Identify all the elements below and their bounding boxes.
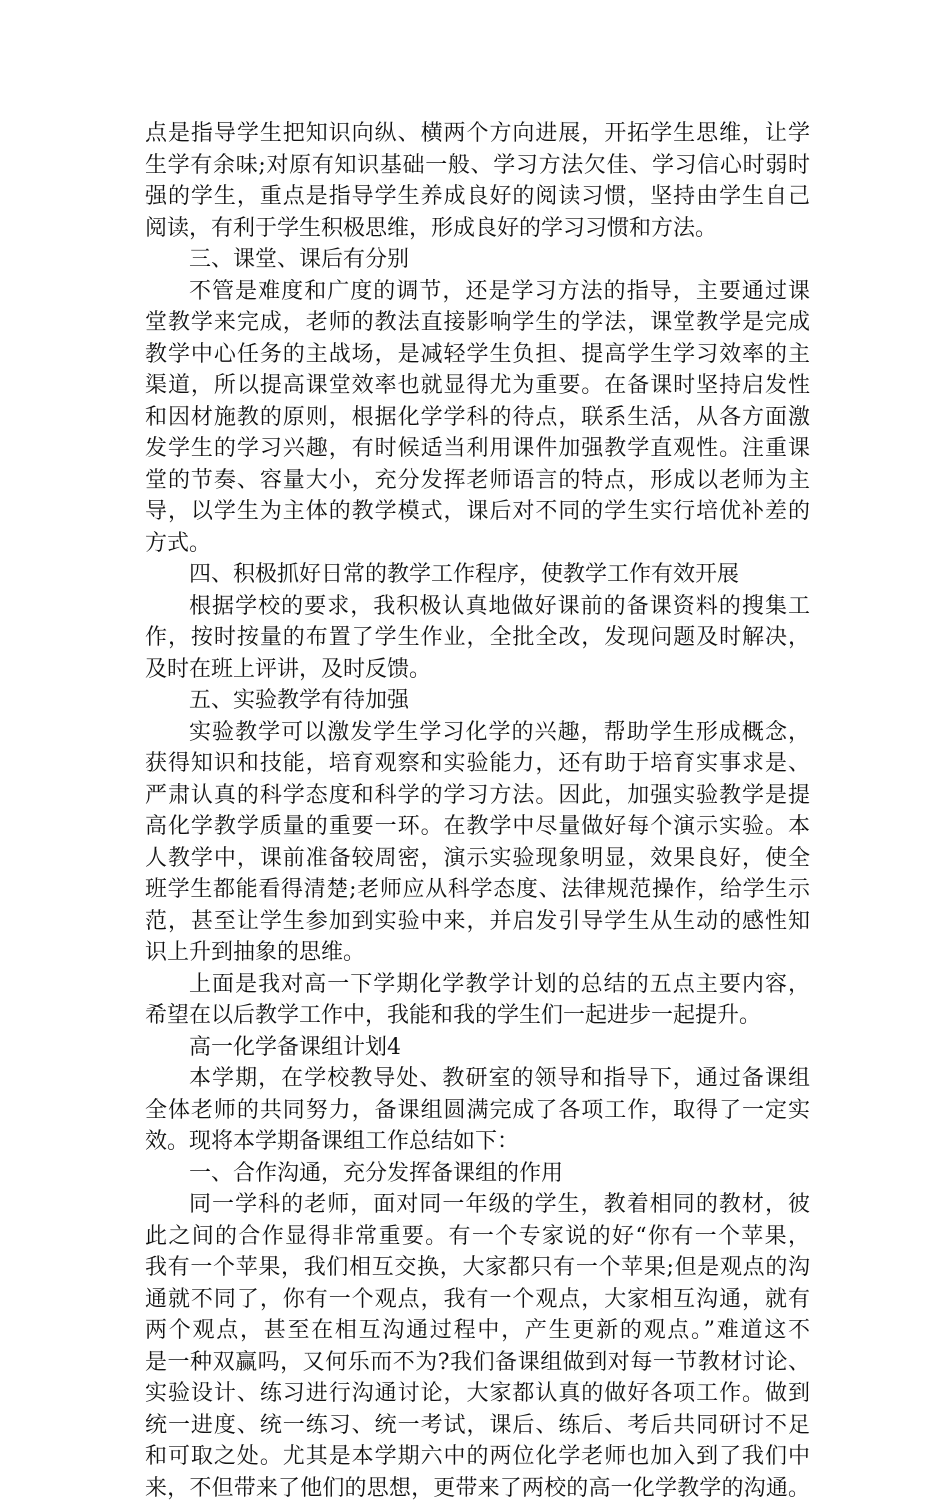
paragraph-line: 实验设计、练习进行沟通讨论，大家都认真的做好各项工作。做到 <box>145 1378 810 1410</box>
paragraph-line: 堂教学来完成，老师的教法直接影响学生的学法，课堂教学是完成 <box>145 307 810 339</box>
paragraph-line: 范，甚至让学生参加到实验中来，并启发引导学生从生动的感性知 <box>145 906 810 938</box>
paragraph-line: 希望在以后教学工作中，我能和我的学生们一起进步一起提升。 <box>145 1000 810 1032</box>
paragraph-line: 不管是难度和广度的调节，还是学习方法的指导，主要通过课 <box>145 276 810 308</box>
paragraph-line: 效。现将本学期备课组工作总结如下： <box>145 1126 810 1158</box>
paragraph-line: 上面是我对高一下学期化学教学计划的总结的五点主要内容， <box>145 969 810 1001</box>
section-heading-line: 四、积极抓好日常的教学工作程序，使教学工作有效开展 <box>145 559 810 591</box>
paragraph-line: 阅读，有利于学生积极思维，形成良好的学习习惯和方法。 <box>145 213 810 245</box>
paragraph-line: 班学生都能看得清楚;老师应从科学态度、法律规范操作，给学生示 <box>145 874 810 906</box>
paragraph-line: 生学有余味;对原有知识基础一般、学习方法欠佳、学习信心时弱时 <box>145 150 810 182</box>
paragraph-line: 来，不但带来了他们的思想，更带来了两校的高一化学教学的沟通。 <box>145 1473 810 1504</box>
paragraph-line: 教学中心任务的主战场，是减轻学生负担、提高学生学习效率的主 <box>145 339 810 371</box>
paragraph-line: 本学期，在学校教导处、教研室的领导和指导下，通过备课组 <box>145 1063 810 1095</box>
paragraph-line: 导，以学生为主体的教学模式，课后对不同的学生实行培优补差的 <box>145 496 810 528</box>
paragraph-line: 发学生的学习兴趣，有时候适当利用课件加强教学直观性。注重课 <box>145 433 810 465</box>
paragraph-line: 堂的节奏、容量大小，充分发挥老师语言的特点，形成以老师为主 <box>145 465 810 497</box>
paragraph-line: 全体老师的共同努力，备课组圆满完成了各项工作，取得了一定实 <box>145 1095 810 1127</box>
paragraph-line: 人教学中，课前准备较周密，演示实验现象明显，效果良好，使全 <box>145 843 810 875</box>
paragraph-line: 高化学教学质量的重要一环。在教学中尽量做好每个演示实验。本 <box>145 811 810 843</box>
paragraph-line: 和可取之处。尤其是本学期六中的两位化学老师也加入到了我们中 <box>145 1441 810 1473</box>
paragraph-line: 及时在班上评讲，及时反馈。 <box>145 654 810 686</box>
document-body <box>145 118 810 1504</box>
paragraph-line: 严肃认真的科学态度和科学的学习方法。因此，加强实验教学是提 <box>145 780 810 812</box>
section-heading-line: 三、课堂、课后有分别 <box>145 244 810 276</box>
section-heading-line: 高一化学备课组计划4 <box>145 1032 810 1064</box>
paragraph-line: 我有一个苹果，我们相互交换，大家都只有一个苹果;但是观点的沟 <box>145 1252 810 1284</box>
paragraph-line: 强的学生，重点是指导学生养成良好的阅读习惯，坚持由学生自己 <box>145 181 810 213</box>
paragraph-line: 和因材施教的原则，根据化学学科的待点，联系生活，从各方面激 <box>145 402 810 434</box>
paragraph-line: 方式。 <box>145 528 810 560</box>
paragraph-line: 两个观点，甚至在相互沟通过程中，产生更新的观点。”难道这不 <box>145 1315 810 1347</box>
paragraph-line: 同一学科的老师，面对同一年级的学生，教着相同的教材，彼 <box>145 1189 810 1221</box>
paragraph-line: 识上升到抽象的思维。 <box>145 937 810 969</box>
paragraph-line: 渠道，所以提高课堂效率也就显得尤为重要。在备课时坚持启发性 <box>145 370 810 402</box>
paragraph-line: 通就不同了，你有一个观点，我有一个观点，大家相互沟通，就有 <box>145 1284 810 1316</box>
section-heading-line: 一、合作沟通，充分发挥备课组的作用 <box>145 1158 810 1190</box>
paragraph-line: 是一种双赢吗，又何乐而不为?我们备课组做到对每一节教材讨论、 <box>145 1347 810 1379</box>
paragraph-line: 此之间的合作显得非常重要。有一个专家说的好“你有一个苹果， <box>145 1221 810 1253</box>
paragraph-line: 根据学校的要求，我积极认真地做好课前的备课资料的搜集工 <box>145 591 810 623</box>
paragraph-line: 统一进度、统一练习、统一考试，课后、练后、考后共同研讨不足 <box>145 1410 810 1442</box>
paragraph-line: 实验教学可以激发学生学习化学的兴趣，帮助学生形成概念， <box>145 717 810 749</box>
paragraph-line: 点是指导学生把知识向纵、横两个方向进展，开拓学生思维，让学 <box>145 118 810 150</box>
section-heading-line: 五、实验教学有待加强 <box>145 685 810 717</box>
paragraph-line: 作，按时按量的布置了学生作业，全批全改，发现问题及时解决， <box>145 622 810 654</box>
paragraph-line: 获得知识和技能，培育观察和实验能力，还有助于培育实事求是、 <box>145 748 810 780</box>
